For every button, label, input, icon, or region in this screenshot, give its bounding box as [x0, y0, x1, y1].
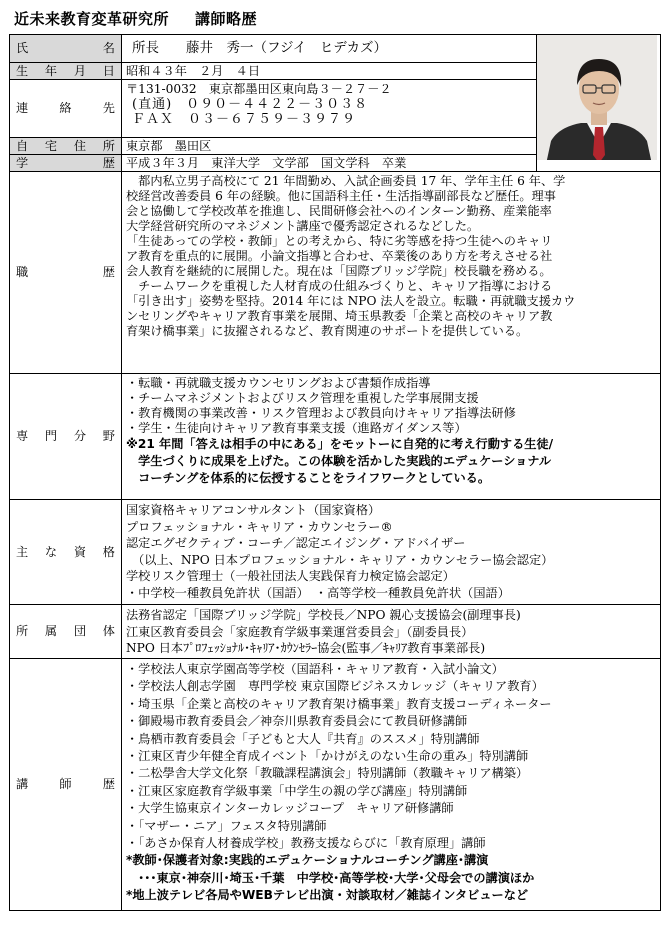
lecture-note: ･･･東京･神奈川･埼玉･千葉 中学校･高等学校･大学･父母会での講演ほか: [126, 870, 535, 885]
career-line: 会と協働して学校改革を推進し、民間研修会社へのインターン勤務、産業能率: [126, 204, 552, 218]
specialty-item: ・教育機関の事業改善・リスク管理および教員向けキャリア指導法研修: [126, 406, 516, 420]
career-line: 「生徒あっての学校・教師」との考えから、特に劣等感を持つ生徒へのキャリ: [126, 234, 553, 248]
career-line: 都内私立男子高校にて 21 年間勤め、入試企画委員 17 年、学年主任 6 年、学: [126, 174, 566, 188]
career-line: 「引き出す」姿勢を堅持。2014 年には NPO 法人を設立。転職・再就職支援カウ: [126, 294, 576, 308]
home-label: 自宅住所: [10, 138, 122, 155]
specialty-note: コーチングを体系的に伝授することをライフワークとしている。: [126, 471, 491, 485]
career-line: ンセリングやキャリア教育事業を展開、埼玉県教委「企業と高校のキャリア教: [126, 309, 553, 323]
affiliations-value: [122, 605, 661, 659]
career-line: チームワークを重視した人材育成の仕組みづくりと、キャリア指導における: [126, 279, 553, 293]
specialty-note: ※21 年間「答えは相手の中にある」をモットーに自発的に考え行動する生徒/: [126, 437, 554, 451]
qualification-item: 認定エグゼクティブ・コーチ／認定エイジング・アドバイザー: [126, 536, 466, 550]
document-title: [14, 8, 257, 29]
name-label: 氏 名: [10, 35, 122, 63]
lecture-note: *地上波テレビ各局やWEBテレビ出演・対談取材／雑誌インタビューなど: [126, 888, 529, 903]
qualification-item: 国家資格キャリアコンサルタント（国家資格）: [126, 503, 381, 517]
contact-value: [122, 80, 537, 138]
specialty-item: ・転職・再就職支援カウンセリングおよび書類作成指導: [126, 376, 431, 390]
lecture-item: ・「マザー・ニア」フェスタ特別講師: [126, 818, 327, 833]
lecture-item: ・江東区青少年健全育成イベント「かけがえのない生命の重み」特別講師: [126, 749, 529, 764]
specialty-item: ・学生・生徒向けキャリア教育事業支援（進路ガイダンス等）: [126, 421, 467, 435]
education-value: 平成３年３月 東洋大学 文学部 国文学科 卒業: [122, 155, 537, 172]
lecture-item: ・大学生協東京インターカレッジコープ キャリア研修講師: [126, 801, 454, 816]
contact-label: 連絡先: [10, 80, 122, 138]
org-name: 近未来教育変革研究所: [14, 10, 170, 28]
specialty-label: 専門分野: [10, 374, 122, 500]
lecture-item: ・江東区家庭教育学級事業「中学生の親の学び講座」特別講師: [126, 783, 468, 798]
portrait-image: [537, 35, 657, 160]
qualification-item: （以上、NPO 日本プロフェッショナル・キャリア・カウンセラー協会認定）: [126, 552, 554, 567]
name-value: 所長 藤井 秀一（フジイ ヒデカズ）: [122, 35, 537, 63]
birth-value: 昭和４３年 ２月 ４日: [122, 63, 537, 80]
lectures-value: [122, 659, 661, 911]
specialty-item: ・チームマネジメントおよびリスク管理を重視した学事展開支援: [126, 391, 479, 405]
qualification-item: ・中学校一種教員免許状（国語） ・高等学校一種教員免許状（国語）: [126, 585, 510, 600]
specialty-note: 学生づくりに成果を上げた。この体験を活かした実践的エデュケーショナル: [126, 454, 552, 468]
qualifications-label: 主な資格: [10, 500, 122, 605]
photo-cell: [537, 35, 661, 172]
lecture-item: ・学校法人東京学園高等学校（国語科・キャリア教育・入試小論文）: [126, 662, 504, 676]
affiliation-item: 法務省認定「国際ブリッジ学院」学校長／NPO 親心支援協会(副理事長): [126, 608, 521, 622]
affiliations-label: 所属団体: [10, 605, 122, 659]
lecture-item: ・鳥栖市教育委員会「子どもと大人『共育』のススメ」特別講師: [126, 731, 480, 746]
portrait-photo: [537, 35, 657, 160]
lecture-item: ・二松學舎大学文化祭「教職課程講演会」特別講師（教職キャリア構築）: [126, 766, 529, 781]
career-label: 職 歴: [10, 172, 122, 374]
lecture-item: ・埼玉県「企業と高校のキャリア教育架け橋事業」教育支援コーディネーター: [126, 696, 552, 711]
career-line: 育架け橋事業」に抜擢されるなど、教育関連のサポートを提供している。: [126, 324, 529, 338]
qualification-item: 学校リスク管理士（一般社団法人実践保育力検定協会認定）: [126, 569, 455, 583]
career-line: ア教育を重点的に展開。小論文指導と合わせ、卒業後のあり方を考えさせる社: [126, 249, 553, 263]
lectures-label: 講師歴: [10, 659, 122, 911]
affiliation-item: 江東区教育委員会「家庭教育学級事業運営委員会」（副委員長）: [126, 624, 474, 639]
contact-address: 〒131-0032 東京都墨田区東向島３－２７－２: [126, 82, 392, 96]
profile-table: [9, 34, 661, 911]
lecture-item: ・「あさか保育人材養成学校」教務支援ならびに「教育原理」講師: [126, 836, 486, 851]
career-line: 大学経営研究所のマネジメント講座で優秀認定されるなどした。: [126, 219, 480, 233]
specialty-value: [122, 374, 661, 500]
career-line: 校経営改善委員 6 年の経験。他に国語科主任・生活指導副部長など歴任。理事: [126, 189, 556, 203]
home-value: 東京都 墨田区: [122, 138, 537, 155]
qualifications-value: [122, 500, 661, 605]
career-value: [122, 172, 661, 374]
birth-label: 生年月日: [10, 63, 122, 80]
contact-fax: ＦＡＸ ０３－６７５９－３９７９: [132, 112, 357, 127]
contact-phone: (直通) ０９０－４４２２－３０３８: [132, 97, 369, 112]
education-label: 学 歴: [10, 155, 122, 172]
affiliation-item: NPO 日本ﾌﾟﾛﾌｪｯｼｮﾅﾙ･ｷｬﾘｱ･ｶｳﾝｾﾗｰ協会(監事／ｷｬﾘｱ教育事業部長): [126, 641, 486, 655]
lecture-note: *教師･保護者対象:実践的エデュケーショナルコーチング講座･講演: [126, 853, 489, 868]
career-line: 会人教育を継続的に展開した。現在は「国際ブリッジ学院」校長職を務める。: [126, 264, 552, 278]
lecture-item: ・学校法人創志学園 専門学校 東京国際ビジネスカレッジ（キャリア教育）: [126, 679, 544, 694]
doc-name: 講師略歴: [195, 10, 258, 28]
lecture-item: ・御殿場市教育委員会／神奈川県教育委員会にて教員研修講師: [126, 714, 468, 729]
qualification-item: プロフェッショナル・キャリア・カウンセラー®: [126, 519, 393, 534]
